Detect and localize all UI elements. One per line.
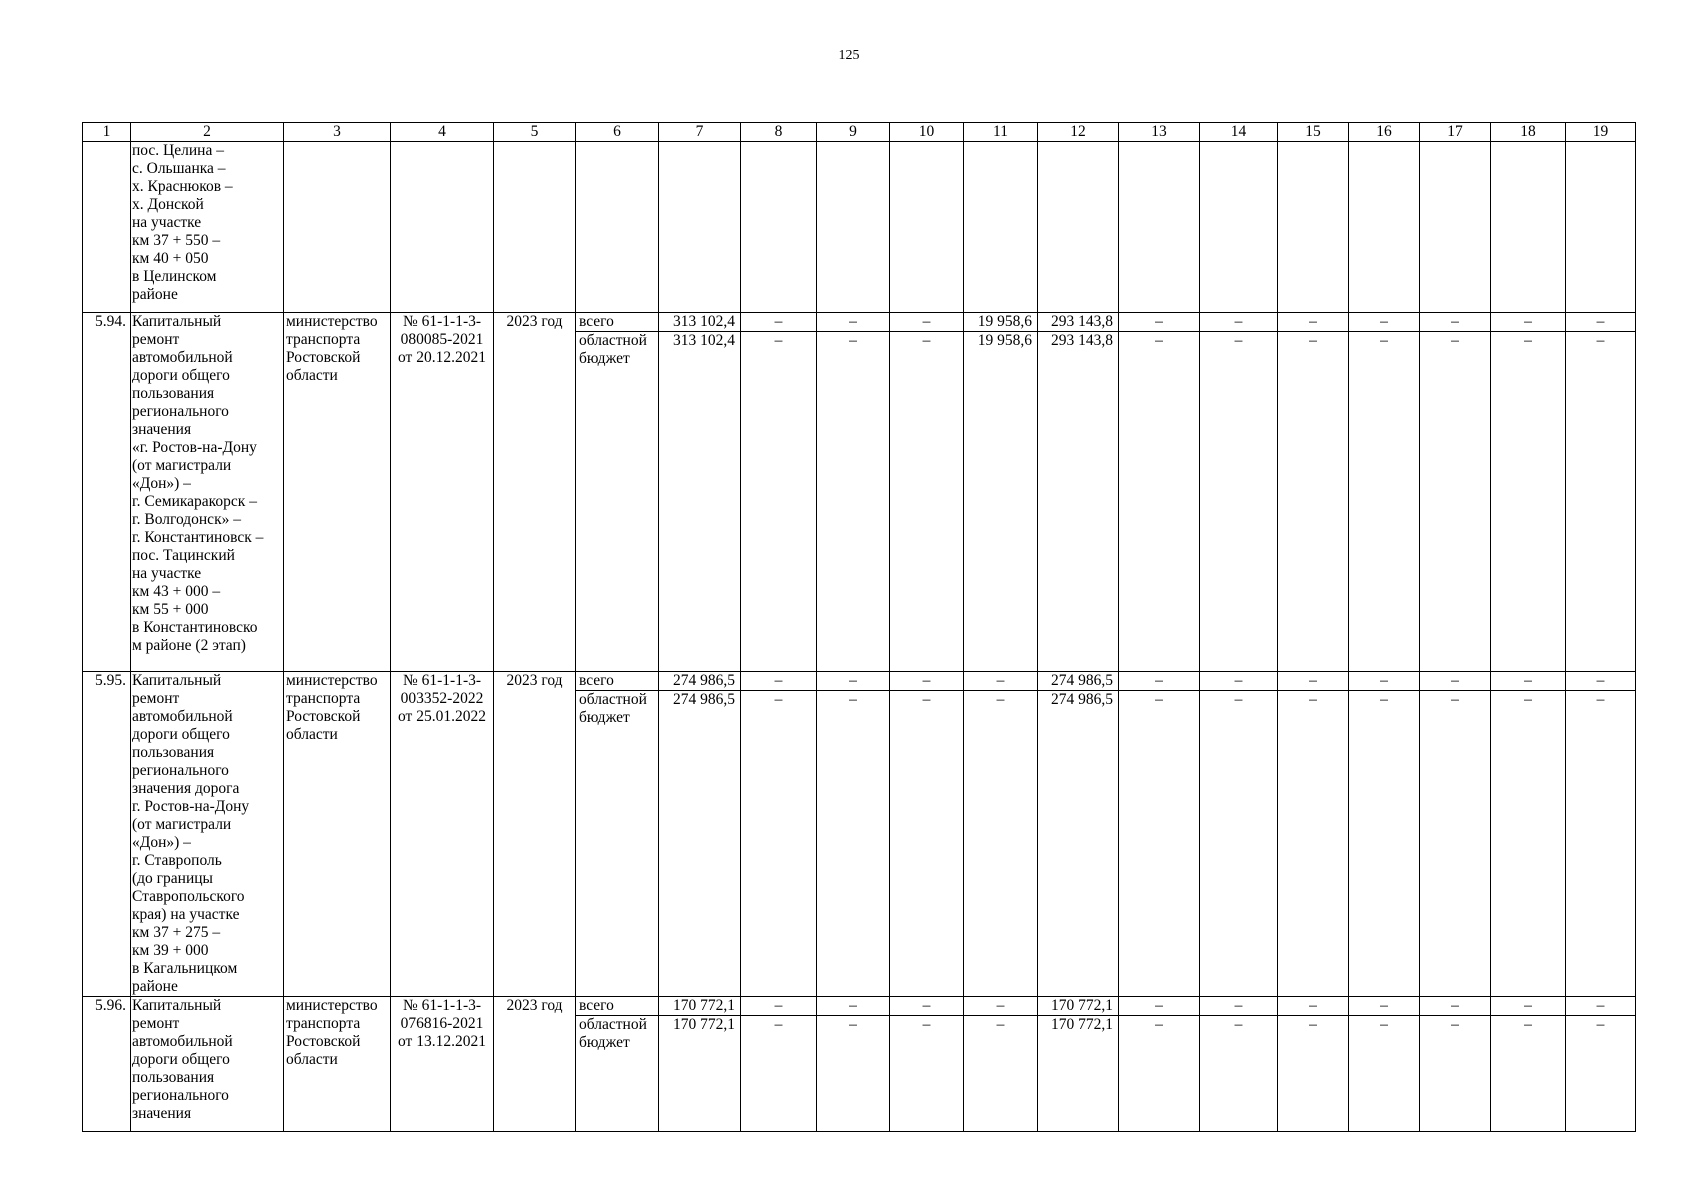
cell-empty: [284, 142, 391, 313]
value-cell: –: [817, 997, 890, 1016]
value-cell: –: [1349, 1016, 1420, 1132]
object-name-cell: Капитальный ремонт автомобильной дороги общего пользования регионального значения: [131, 997, 284, 1132]
header-cell: 5: [494, 123, 576, 142]
value-cell: 19 958,6: [964, 332, 1038, 672]
expertise-cell: № 61-1-1-3- 080085-2021 от 20.12.2021: [391, 313, 494, 672]
value-cell: –: [741, 997, 817, 1016]
header-cell: 15: [1278, 123, 1349, 142]
value-cell: 170 772,1: [659, 997, 741, 1016]
header-cell: 3: [284, 123, 391, 142]
value-cell: –: [817, 313, 890, 332]
value-cell: –: [1278, 997, 1349, 1016]
value-cell: –: [1566, 691, 1636, 997]
value-cell: 274 986,5: [1038, 691, 1119, 997]
value-cell: –: [1349, 332, 1420, 672]
value-cell: –: [1349, 313, 1420, 332]
value-cell: –: [890, 672, 964, 691]
value-cell: 313 102,4: [659, 313, 741, 332]
value-cell: –: [1200, 672, 1278, 691]
row-number: 5.96.: [83, 997, 131, 1132]
value-cell: –: [1278, 332, 1349, 672]
value-cell: –: [1491, 672, 1566, 691]
source-cell: всего: [576, 997, 659, 1016]
header-cell: 17: [1420, 123, 1491, 142]
value-cell: –: [1349, 691, 1420, 997]
page-number: 125: [838, 48, 860, 63]
value-cell: –: [1278, 1016, 1349, 1132]
cell-empty: [964, 142, 1038, 313]
value-cell: –: [1200, 1016, 1278, 1132]
period-cell: 2023 год: [494, 672, 576, 997]
header-cell: 8: [741, 123, 817, 142]
table-row: [83, 313, 1636, 332]
cell-empty: [1491, 142, 1566, 313]
value-cell: –: [1420, 1016, 1491, 1132]
object-name-cell: Капитальный ремонт автомобильной дороги общего пользования регионального значения «г. Ростов-на-Дону (от магистрали «Дон») – г. Семикаракорск – г. Волгодонск» – г. Константиновск – пос. Тацинский на участке км 43 + 000 – км 55 + 000 в Константиновско м районе (2 этап): [131, 313, 284, 672]
table-row: [83, 997, 1636, 1016]
value-cell: –: [1420, 672, 1491, 691]
value-cell: 274 986,5: [659, 672, 741, 691]
source-cell: областной бюджет: [576, 691, 659, 997]
value-cell: –: [1278, 313, 1349, 332]
value-cell: –: [817, 691, 890, 997]
expertise-cell: № 61-1-1-3- 076816-2021 от 13.12.2021: [391, 997, 494, 1132]
value-cell: 170 772,1: [659, 1016, 741, 1132]
header-row: [83, 123, 1636, 142]
value-cell: –: [1566, 313, 1636, 332]
expertise-cell: № 61-1-1-3- 003352-2022 от 25.01.2022: [391, 672, 494, 997]
value-cell: –: [1200, 313, 1278, 332]
value-cell: 170 772,1: [1038, 997, 1119, 1016]
cell-empty: [494, 142, 576, 313]
row-number: 5.95.: [83, 672, 131, 997]
row-number: 5.94.: [83, 313, 131, 672]
value-cell: 313 102,4: [659, 332, 741, 672]
value-cell: –: [1420, 997, 1491, 1016]
value-cell: 274 986,5: [1038, 672, 1119, 691]
value-cell: –: [741, 332, 817, 672]
value-cell: –: [1491, 997, 1566, 1016]
value-cell: –: [890, 313, 964, 332]
header-cell: 7: [659, 123, 741, 142]
value-cell: –: [741, 1016, 817, 1132]
value-cell: –: [890, 997, 964, 1016]
header-cell: 16: [1349, 123, 1420, 142]
value-cell: –: [741, 672, 817, 691]
cell-empty: [741, 142, 817, 313]
value-cell: –: [1420, 313, 1491, 332]
value-cell: –: [890, 691, 964, 997]
customer-cell: министерство транспорта Ростовской области: [284, 672, 391, 997]
value-cell: –: [890, 1016, 964, 1132]
value-cell: –: [1566, 1016, 1636, 1132]
cell-empty: [890, 142, 964, 313]
value-cell: –: [1119, 672, 1200, 691]
value-cell: –: [1491, 691, 1566, 997]
cell-empty: [83, 142, 131, 313]
cell-empty: [1278, 142, 1349, 313]
cell-empty: [817, 142, 890, 313]
value-cell: –: [1566, 672, 1636, 691]
cell-empty: [659, 142, 741, 313]
value-cell: –: [964, 1016, 1038, 1132]
value-cell: –: [1566, 997, 1636, 1016]
investment-table: [82, 122, 1636, 1132]
header-cell: 10: [890, 123, 964, 142]
header-cell: 14: [1200, 123, 1278, 142]
object-name-cell: Капитальный ремонт автомобильной дороги общего пользования регионального значения дорога г. Ростов-на-Дону (от магистрали «Дон») – г. Ставрополь (до границы Ставропольского края) на участке км 37 + 275 – км 39 + 000 в Кагальницком районе: [131, 672, 284, 997]
value-cell: –: [964, 672, 1038, 691]
value-cell: –: [817, 672, 890, 691]
cell-empty: [1119, 142, 1200, 313]
value-cell: –: [1200, 691, 1278, 997]
value-cell: –: [1119, 691, 1200, 997]
header-cell: 19: [1566, 123, 1636, 142]
value-cell: –: [1200, 997, 1278, 1016]
value-cell: 293 143,8: [1038, 313, 1119, 332]
object-name-cell: пос. Целина – с. Ольшанка – х. Краснюков – х. Донской на участке км 37 + 550 – км 40 + 050 в Целинском районе: [131, 142, 284, 313]
source-cell: всего: [576, 313, 659, 332]
value-cell: 274 986,5: [659, 691, 741, 997]
value-cell: –: [964, 691, 1038, 997]
value-cell: –: [1566, 332, 1636, 672]
cell-empty: [576, 142, 659, 313]
value-cell: –: [1119, 332, 1200, 672]
period-cell: 2023 год: [494, 997, 576, 1132]
value-cell: –: [1491, 332, 1566, 672]
header-cell: 2: [131, 123, 284, 142]
value-cell: –: [817, 332, 890, 672]
value-cell: –: [1349, 997, 1420, 1016]
value-cell: –: [1119, 997, 1200, 1016]
value-cell: –: [1278, 691, 1349, 997]
continuation-row: [83, 142, 1636, 313]
value-cell: –: [741, 313, 817, 332]
value-cell: –: [1349, 672, 1420, 691]
header-cell: 18: [1491, 123, 1566, 142]
cell-empty: [1349, 142, 1420, 313]
cell-empty: [391, 142, 494, 313]
customer-cell: министерство транспорта Ростовской области: [284, 997, 391, 1132]
period-cell: 2023 год: [494, 313, 576, 672]
header-cell: 4: [391, 123, 494, 142]
value-cell: –: [741, 691, 817, 997]
source-cell: областной бюджет: [576, 1016, 659, 1132]
value-cell: –: [1491, 1016, 1566, 1132]
value-cell: –: [1420, 691, 1491, 997]
cell-empty: [1420, 142, 1491, 313]
header-cell: 11: [964, 123, 1038, 142]
value-cell: 19 958,6: [964, 313, 1038, 332]
cell-empty: [1200, 142, 1278, 313]
table-row: [83, 672, 1636, 691]
header-cell: 13: [1119, 123, 1200, 142]
header-cell: 12: [1038, 123, 1119, 142]
value-cell: –: [817, 1016, 890, 1132]
cell-empty: [1038, 142, 1119, 313]
value-cell: –: [1278, 672, 1349, 691]
value-cell: –: [890, 332, 964, 672]
source-cell: всего: [576, 672, 659, 691]
value-cell: –: [1420, 332, 1491, 672]
value-cell: 293 143,8: [1038, 332, 1119, 672]
cell-empty: [1566, 142, 1636, 313]
source-cell: областной бюджет: [576, 332, 659, 672]
customer-cell: министерство транспорта Ростовской области: [284, 313, 391, 672]
value-cell: 170 772,1: [1038, 1016, 1119, 1132]
header-cell: 6: [576, 123, 659, 142]
header-cell: 9: [817, 123, 890, 142]
value-cell: –: [1491, 313, 1566, 332]
header-cell: 1: [83, 123, 131, 142]
value-cell: –: [964, 997, 1038, 1016]
value-cell: –: [1119, 1016, 1200, 1132]
value-cell: –: [1119, 313, 1200, 332]
value-cell: –: [1200, 332, 1278, 672]
